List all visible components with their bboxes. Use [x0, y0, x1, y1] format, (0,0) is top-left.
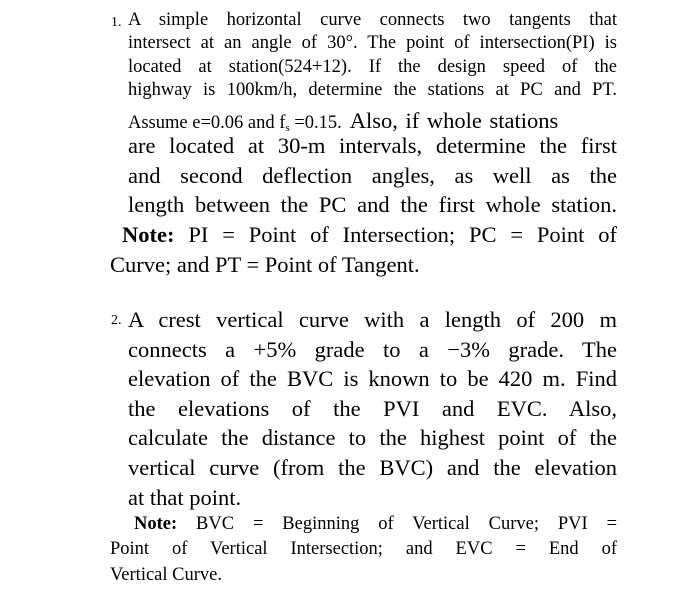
- question-1-line: A simple horizontal curve connects two tangents that: [128, 10, 617, 30]
- question-1-line: located at station(524+12). If the design speed of the: [128, 56, 617, 77]
- question-2-line: the elevations of the PVI and EVC. Also,: [128, 395, 617, 421]
- question-2-line: elevation of the BVC is known to be 420 m. Find: [128, 366, 617, 392]
- question-2-note: [134, 513, 617, 536]
- question-2-text: [128, 305, 617, 512]
- assume-suffix: =0.15.: [289, 113, 342, 133]
- question-1-text-large: [128, 131, 617, 220]
- note-text: BVC = Beginning of Vertical Curve; PVI =: [196, 514, 618, 534]
- question-2-line: connects a +5% grade to a −3% grade. The: [128, 336, 617, 362]
- question-1-line: intersect at an angle of 30°. The point of intersection(PI) is: [128, 33, 617, 54]
- note-label: Note:: [134, 514, 178, 534]
- question-2-note-continued: Point of Vertical Intersection; and EVC = End of: [110, 539, 617, 559]
- question-1-line: and second deflection angles, as well as the: [128, 162, 617, 188]
- assume-prefix: Assume e=0.06 and f: [128, 113, 286, 133]
- question-1-note-continued: Curve; and PT = Point of Tangent.: [110, 252, 420, 277]
- assume-subscript: s: [285, 122, 290, 134]
- question-1-line: length between the PC and the first whole station.: [128, 192, 617, 218]
- note-label: Note:: [122, 222, 175, 247]
- question-2-line: calculate the distance to the highest point of the: [128, 425, 617, 451]
- question-2-line: A crest vertical curve with a length of 200 m: [128, 307, 617, 332]
- note-text: PI = Point of Intersection; PC = Point of: [188, 222, 617, 247]
- question-2-line: at that point.: [128, 484, 242, 510]
- question-2-line: vertical curve (from the BVC) and the elevation: [128, 454, 617, 480]
- question-2-number: 2.: [111, 313, 122, 328]
- question-1-line: are located at 30-m intervals, determine the first: [128, 133, 617, 158]
- question-2-note-end: Vertical Curve.: [110, 565, 222, 585]
- question-1-text-small: [128, 9, 617, 102]
- question-1-line: Also, if whole stations: [349, 108, 559, 133]
- question-1-line: highway is 100km/h, determine the stations at PC and PT.: [128, 79, 617, 100]
- question-1-note: [122, 220, 617, 250]
- question-1-number: 1.: [111, 15, 122, 30]
